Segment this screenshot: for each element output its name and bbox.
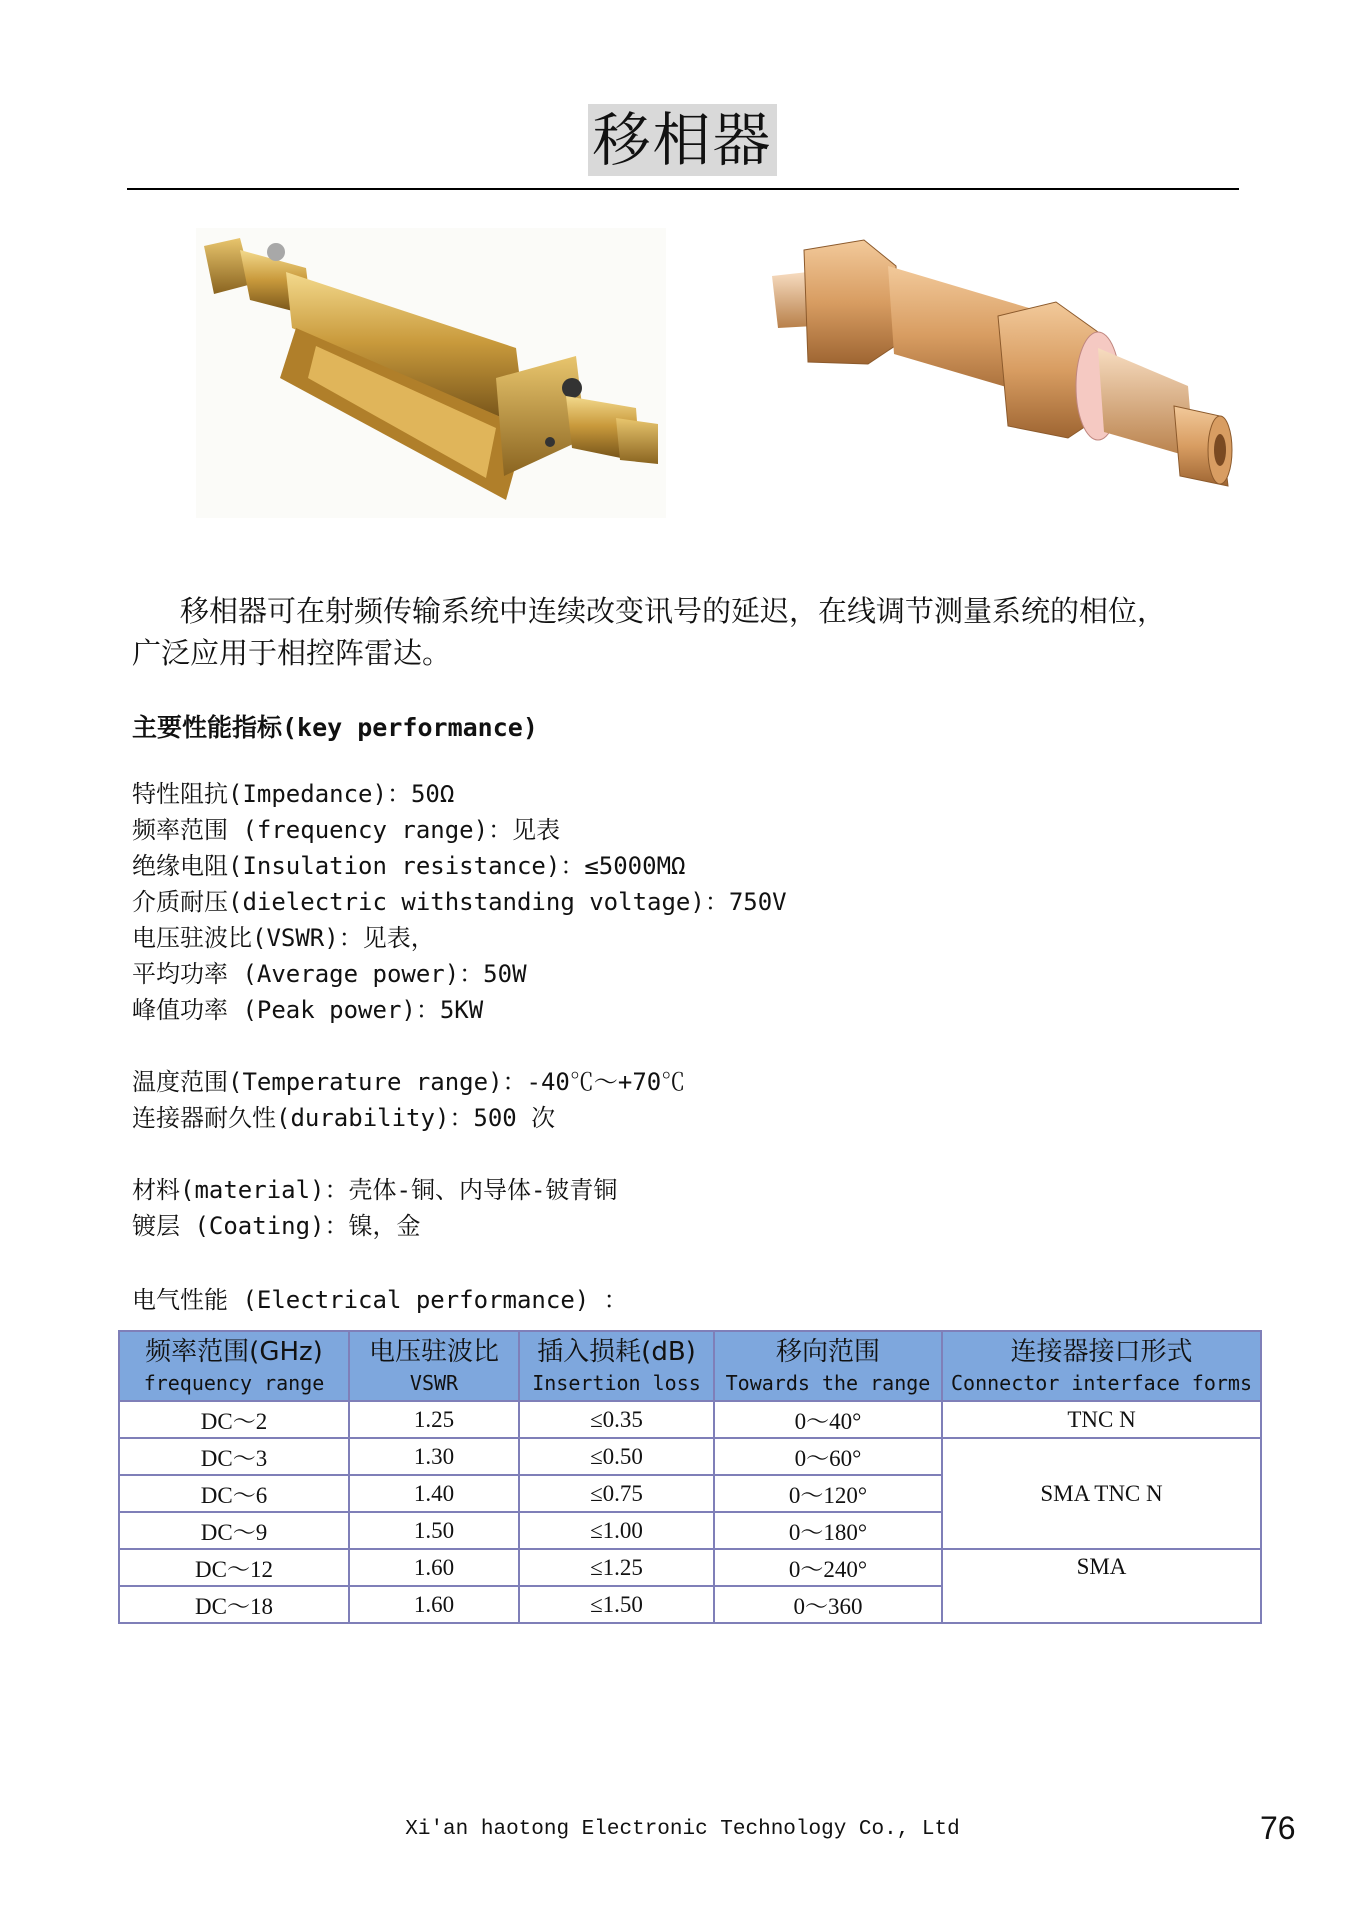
cell-connector: SMA xyxy=(942,1549,1261,1623)
cell-insertion-loss: ≤0.50 xyxy=(519,1438,714,1475)
cell-phase-range: 0～120° xyxy=(714,1475,942,1512)
cell-phase-range: 0～60° xyxy=(714,1438,942,1475)
header-connector: 连接器接口形式 Connector interface forms xyxy=(942,1331,1261,1401)
electrical-performance-label: 电气性能 (Electrical performance) ： xyxy=(132,1286,628,1314)
cell-vswr: 1.60 xyxy=(349,1586,519,1623)
key-performance-heading: 主要性能指标(key performance) xyxy=(132,713,538,742)
cell-frequency: DC～18 xyxy=(119,1586,349,1623)
header-vswr: 电压驻波比 VSWR xyxy=(349,1331,519,1401)
cell-phase-range: 0～40° xyxy=(714,1401,942,1438)
spec-coating: 镀层 (Coating)：镍，金 xyxy=(132,1212,421,1240)
cell-phase-range: 0～360 xyxy=(714,1586,942,1623)
cell-frequency: DC～6 xyxy=(119,1475,349,1512)
intro-line-2: 广泛应用于相控阵雷达。 xyxy=(132,636,452,670)
page-number: 76 xyxy=(1260,1810,1296,1846)
phase-shifter-render-right xyxy=(768,236,1238,546)
spec-temperature-range: 温度范围(Temperature range)：-40℃～+70℃ xyxy=(132,1068,686,1096)
header-frequency: 频率范围(GHz) frequency range xyxy=(119,1331,349,1401)
footer-company: Xi'an haotong Electronic Technology Co., Ltd xyxy=(405,1818,960,1841)
cell-vswr: 1.25 xyxy=(349,1401,519,1438)
cell-insertion-loss: ≤0.35 xyxy=(519,1401,714,1438)
table-row xyxy=(119,1401,1261,1438)
cell-frequency: DC～12 xyxy=(119,1549,349,1586)
cell-insertion-loss: ≤1.25 xyxy=(519,1549,714,1586)
table-row xyxy=(119,1549,1261,1586)
spec-insulation-resistance: 绝缘电阻(Insulation resistance)：≤5000MΩ xyxy=(132,852,686,880)
spec-durability: 连接器耐久性(durability)：500 次 xyxy=(132,1104,556,1132)
table-header-row xyxy=(119,1331,1261,1401)
cell-connector: TNC N xyxy=(942,1401,1261,1438)
spec-impedance: 特性阻抗(Impedance)：50Ω xyxy=(132,780,455,808)
cell-phase-range: 0～180° xyxy=(714,1512,942,1549)
spec-frequency-range: 频率范围 (frequency range)：见表 xyxy=(132,816,561,844)
intro-line-1: 移相器可在射频传输系统中连续改变讯号的延迟，在线调节测量系统的相位， xyxy=(180,594,1167,628)
spec-group-3 xyxy=(132,1172,617,1244)
spec-dielectric-voltage: 介质耐压(dielectric withstanding voltage)：750V xyxy=(132,888,787,916)
spec-group-1 xyxy=(132,776,787,1028)
header-phase-range: 移向范围 Towards the range xyxy=(714,1331,942,1401)
cell-frequency: DC～2 xyxy=(119,1401,349,1438)
cell-vswr: 1.30 xyxy=(349,1438,519,1475)
title-wrap xyxy=(0,104,1365,176)
cell-connector: SMA TNC N xyxy=(942,1438,1261,1549)
cell-vswr: 1.60 xyxy=(349,1549,519,1586)
header-insertion-loss: 插入损耗(dB) Insertion loss xyxy=(519,1331,714,1401)
phase-shifter-photo-left xyxy=(196,228,666,518)
cell-insertion-loss: ≤0.75 xyxy=(519,1475,714,1512)
page-title: 移相器 xyxy=(588,104,776,176)
cell-phase-range: 0～240° xyxy=(714,1549,942,1586)
intro-paragraph xyxy=(132,590,1282,674)
title-rule xyxy=(127,188,1239,190)
electrical-performance-table xyxy=(118,1330,1262,1624)
cell-vswr: 1.50 xyxy=(349,1512,519,1549)
table-row xyxy=(119,1438,1261,1475)
spec-material: 材料(material)：壳体-铜、内导体-铍青铜 xyxy=(132,1176,618,1204)
spec-average-power: 平均功率 (Average power)：50W xyxy=(132,960,527,988)
spec-vswr: 电压驻波比(VSWR)：见表， xyxy=(132,924,435,952)
cell-frequency: DC～9 xyxy=(119,1512,349,1549)
spec-group-2 xyxy=(132,1064,685,1136)
cell-frequency: DC～3 xyxy=(119,1438,349,1475)
spec-peak-power: 峰值功率 (Peak power)：5KW xyxy=(132,996,484,1024)
cell-insertion-loss: ≤1.50 xyxy=(519,1586,714,1623)
cell-insertion-loss: ≤1.00 xyxy=(519,1512,714,1549)
cell-vswr: 1.40 xyxy=(349,1475,519,1512)
